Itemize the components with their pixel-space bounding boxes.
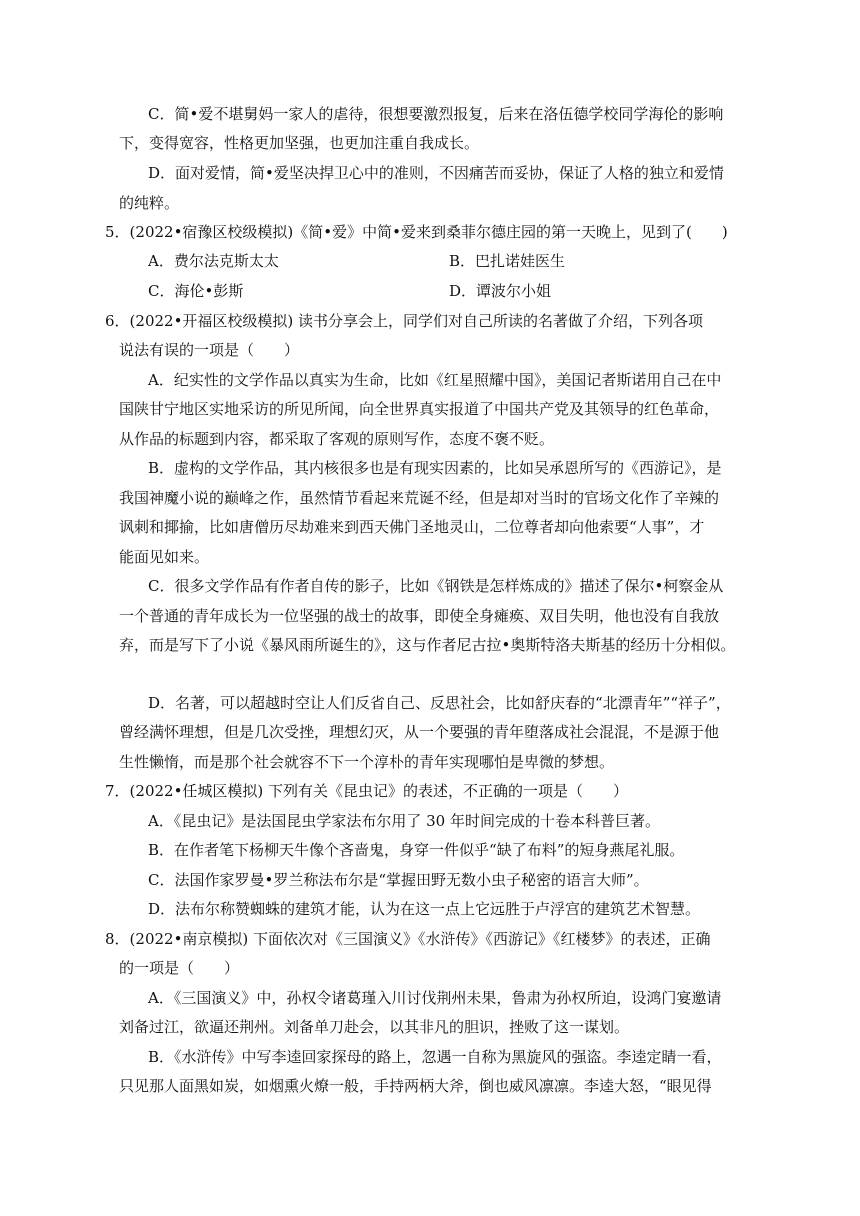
question-6-stem-line2: 说法有误的一项是（ ） — [119, 341, 300, 359]
q6-option-a-line2: 国陕甘宁地区实地采访的所见所闻，向全世界真实报道了中国共产党及其领导的红色革命， — [119, 400, 720, 418]
q6-option-b-line3: 讽刺和揶揄，比如唐僧历尽劫难来到西天佛门圣地灵山，二位尊者却向他索要“人事”，才 — [119, 518, 705, 536]
question-8-stem-line2: 的一项是（ ） — [119, 959, 240, 977]
q6-option-d-line2: 曾经满怀理想，但是几次受挫，理想幻灭，从一个要强的青年堕落成社会混混，不是源于他 — [119, 723, 720, 741]
q6-option-c-line2: 一个普通的青年成长为一位坚强的战士的故事，即使全身瘫痪、双目失明，他也没有自我放 — [119, 607, 720, 625]
q8-option-a-line2: 刘备过江，欲逼还荆州。刘备单刀赴会，以其非凡的胆识，挫败了这一谋划。 — [119, 1018, 630, 1036]
q6-option-d-line3: 生性懒惰，而是那个社会就容不下一个淳朴的青年实现哪怕是卑微的梦想。 — [119, 753, 615, 771]
q8-option-a-line1: A．《三国演义》中，孙权令诸葛瑾入川讨伐荆州未果，鲁肃为孙权所迫，设鸿门宴邀请 — [148, 989, 722, 1007]
q4-option-c-line2: 下，变得宽容，性格更加坚强，也更加注重自我成长。 — [119, 134, 480, 152]
q6-option-c-line3: 弃，而是写下了小说《暴风雨所诞生的》，这与作者尼古拉•奥斯特洛夫斯基的经历十分相似。 — [119, 636, 736, 654]
question-6-stem-line1: 6．(2022•开福区校级模拟) 读书分享会上，同学们对自己所读的名著做了介绍，下列各项 — [105, 312, 704, 330]
q5-option-c: C．海伦•彭斯 — [148, 282, 244, 300]
q6-option-d-line1: D．名著，可以超越时空让人们反省自己、反思社会，比如舒庆春的“北漂青年”“祥子”， — [148, 694, 731, 712]
q8-option-b-line1: B．《水浒传》中写李逵回家探母的路上，忽遇一自称为黑旋风的强盗。李逵定睛一看， — [148, 1048, 722, 1066]
q7-option-a: A．《昆虫记》是法国昆虫学家法布尔用了 30 年时间完成的十卷本科普巨著。 — [148, 812, 660, 830]
question-5-stem: 5．(2022•宿豫区校级模拟)《简•爱》中简•爱来到桑菲尔德庄园的第一天晚上，见到了( ) — [105, 223, 728, 241]
q6-option-b-line2: 我国神魔小说的巅峰之作，虽然情节看起来荒诞不经，但是却对当时的官场文化作了辛辣的 — [119, 489, 720, 507]
q5-option-b: B．巴扎诺娃医生 — [449, 252, 566, 270]
q4-option-d-line2: 的纯粹。 — [119, 194, 180, 212]
q7-option-d: D．法布尔称赞蜘蛛的建筑才能，认为在这一点上它远胜于卢浮宫的建筑艺术智慧。 — [148, 900, 701, 918]
q7-option-c: C．法国作家罗曼•罗兰称法布尔是“掌握田野无数小虫子秘密的语言大师”。 — [148, 871, 649, 889]
q6-option-a-line3: 从作品的标题到内容，都采取了客观的原则写作，态度不褒不贬。 — [119, 430, 555, 448]
q8-option-b-line2: 只见那人面黑如炭，如烟熏火燎一般，手持两柄大斧，倒也威风凛凛。李逵大怒，“眼见得 — [119, 1077, 712, 1095]
question-7-stem: 7．(2022•任城区模拟) 下列有关《昆虫记》的表述，不正确的一项是（ ） — [105, 782, 629, 800]
q4-option-c-line1: C．简•爱不堪舅妈一家人的虐待，很想要激烈报复，后来在洛伍德学校同学海伦的影响 — [148, 105, 724, 123]
q6-option-c-line1: C．很多文学作品有作者自传的影子，比如《钢铁是怎样炼成的》描述了保尔•柯察金从 — [148, 577, 724, 595]
q6-option-b-line1: B．虚构的文学作品，其内核很多也是有现实因素的，比如吴承恩所写的《西游记》，是 — [148, 459, 722, 477]
q5-option-d: D．谭波尔小姐 — [449, 282, 552, 300]
q4-option-d-line1: D．面对爱情，简•爱坚决捍卫心中的准则，不因痛苦而妥协，保证了人格的独立和爱情 — [148, 164, 724, 182]
q7-option-b: B．在作者笔下杨柳天牛像个吝啬鬼，身穿一件似乎“缺了布料”的短身燕尾礼服。 — [148, 841, 685, 859]
q6-option-a-line1: A．纪实性的文学作品以真实为生命，比如《红星照耀中国》，美国记者斯诺用自己在中 — [148, 371, 722, 389]
q5-option-a: A．费尔法克斯太太 — [148, 252, 279, 270]
question-8-stem-line1: 8．(2022•南京模拟) 下面依次对《三国演义》《水浒传》《西游记》《红楼梦》的表述，正确 — [105, 930, 711, 948]
q6-option-b-line4: 能面见如来。 — [119, 548, 210, 566]
